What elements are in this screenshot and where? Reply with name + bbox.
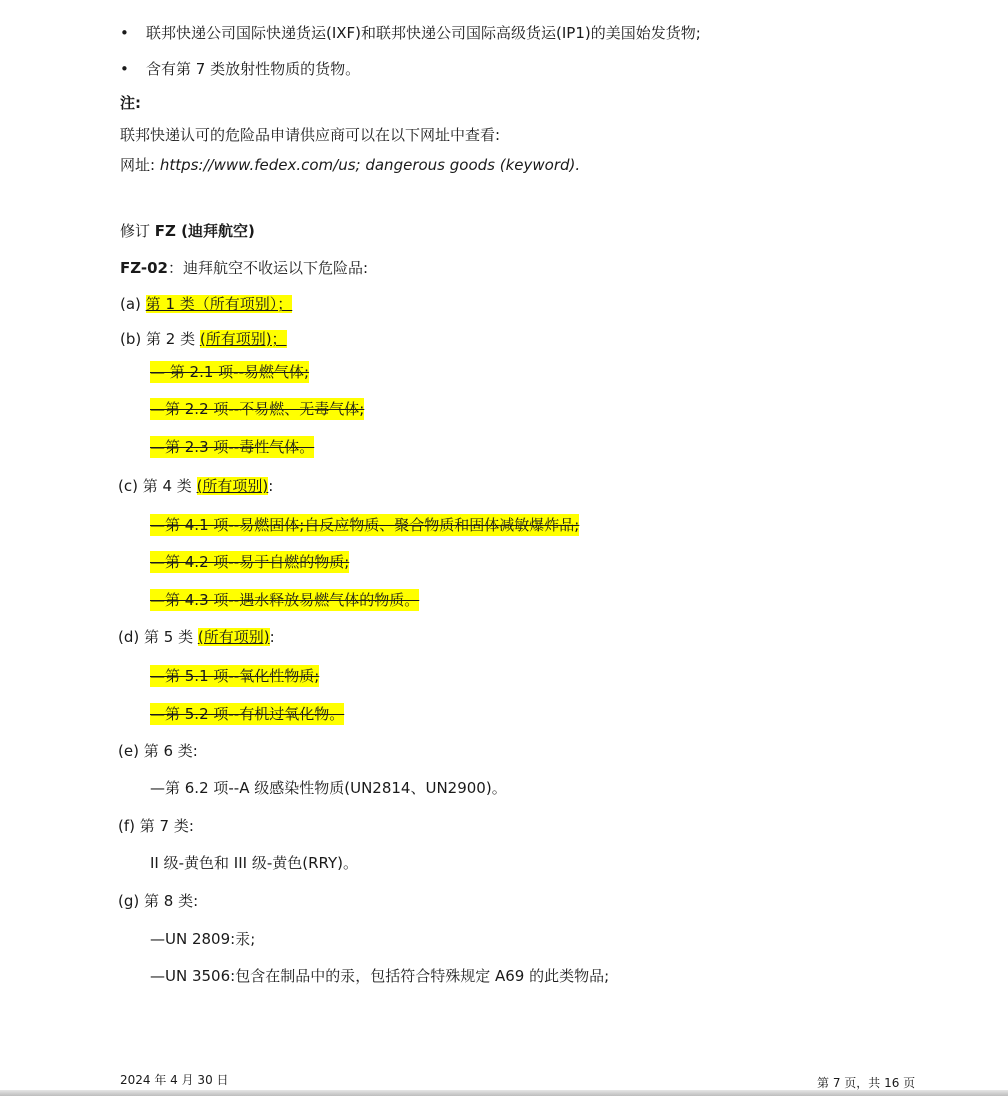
item-b-highlight: (所有项别)； bbox=[199, 330, 287, 348]
item-b-sub-2: —第 2.2 项--不易燃、无毒气体; bbox=[150, 400, 365, 418]
rule-code: FZ-02 bbox=[120, 259, 168, 277]
url-prefix: 网址: bbox=[120, 156, 160, 174]
item-d-highlight: (所有项别) bbox=[197, 628, 270, 646]
bullet-dot: • bbox=[120, 60, 129, 78]
note-label: 注: bbox=[120, 94, 141, 112]
amendment-code: FZ (迪拜航空) bbox=[154, 222, 255, 240]
item-c-sub-3: —第 4.3 项--遇水释放易燃气体的物质。 bbox=[150, 591, 420, 609]
rule-line bbox=[120, 257, 368, 279]
item-e-sub: —第 6.2 项--A 级感染性物质(UN2814、UN2900)。 bbox=[150, 779, 507, 797]
item-d: (d) 第 5 类 (所有项别): bbox=[118, 628, 275, 646]
page-bottom-edge bbox=[0, 1090, 1008, 1096]
url-link[interactable]: https://www.fedex.com/us; dangerous goods (keyword). bbox=[159, 156, 581, 174]
item-b-sub-1: — 第 2.1 项--易燃气体; bbox=[150, 363, 310, 381]
note-url-line bbox=[120, 154, 580, 176]
item-a: (a) 第 1 类（所有项别）； bbox=[120, 295, 293, 313]
item-c-sub-2: —第 4.2 项--易于自燃的物质; bbox=[150, 553, 350, 571]
footer-page-number: 第 7 页，共 16 页 bbox=[817, 1076, 916, 1090]
bullet-item-2: • 含有第 7 类放射性物质的货物。 bbox=[120, 60, 361, 78]
item-f: (f) 第 7 类: bbox=[118, 817, 194, 835]
item-a-highlight: 第 1 类（所有项别）； bbox=[145, 295, 293, 313]
item-b: (b) 第 2 类 (所有项别)； bbox=[120, 330, 287, 348]
bullet-dot: • bbox=[120, 24, 129, 42]
item-c-sub-1: —第 4.1 项--易燃固体;自反应物质、聚合物质和固体减敏爆炸品; bbox=[150, 516, 580, 534]
bullet-item-1: • 联邦快递公司国际快递货运(IXF)和联邦快递公司国际高级货运(IP1)的美国始发货物; bbox=[120, 24, 701, 42]
item-g: (g) 第 8 类: bbox=[118, 892, 199, 910]
amendment-heading: 修订 FZ (迪拜航空) bbox=[120, 222, 255, 240]
footer-date: 2024 年 4 月 30 日 bbox=[120, 1073, 229, 1087]
note-text: 联邦快递认可的危险品申请供应商可以在以下网址中查看: bbox=[120, 126, 501, 144]
item-c-highlight: (所有项别) bbox=[196, 477, 269, 495]
item-f-sub: II 级-黄色和 III 级-黄色(RRY)。 bbox=[150, 854, 359, 872]
rule-text: ：迪拜航空不收运以下危险品: bbox=[167, 259, 369, 277]
item-c: (c) 第 4 类 (所有项别): bbox=[118, 477, 274, 495]
item-g-sub-2: —UN 3506:包含在制品中的汞，包括符合特殊规定 A69 的此类物品; bbox=[150, 967, 610, 985]
item-e: (e) 第 6 类: bbox=[118, 742, 198, 760]
item-d-sub-2: —第 5.2 项--有机过氧化物。 bbox=[150, 705, 345, 723]
item-d-sub-1: —第 5.1 项--氧化性物质; bbox=[150, 667, 320, 685]
item-g-sub-1: —UN 2809:汞; bbox=[150, 930, 256, 948]
item-b-sub-3: —第 2.3 项--毒性气体。 bbox=[150, 438, 315, 456]
